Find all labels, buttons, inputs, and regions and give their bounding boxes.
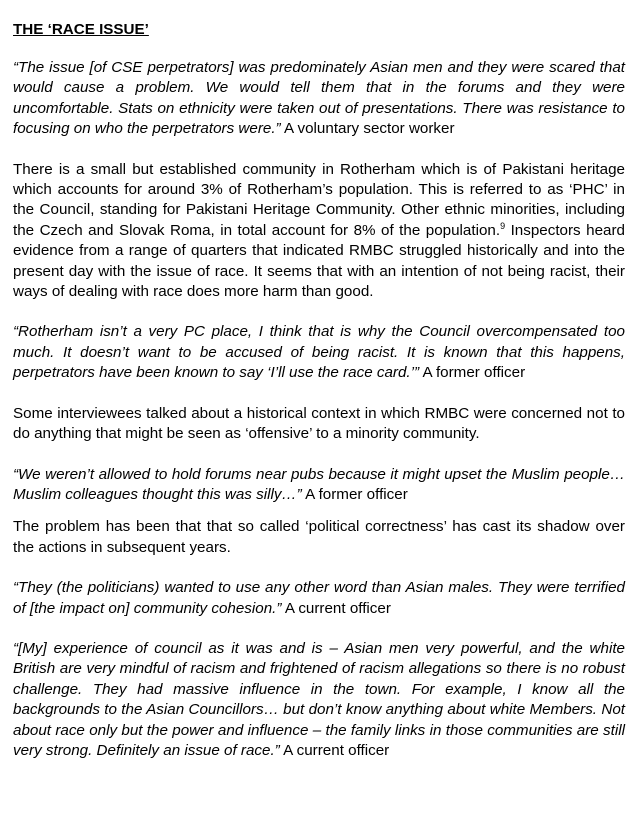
quote-attribution: A current officer xyxy=(279,741,390,759)
body-text: There is a small but established community in Rotherham which is of Pakistani heritage which accounts for around 3% of Rotherham’s population. This is referred to as ‘PHC’ in the Council, standing for Pakistani Heritage Community. Other ethnic minorities, including the Czech and Slovak Roma, in total account for 8% of the population. xyxy=(13,160,625,239)
quote-paragraph-current-officer-cohesion xyxy=(13,578,625,619)
quote-attribution: A former officer xyxy=(301,485,408,503)
quote-attribution: A voluntary sector worker xyxy=(280,120,455,138)
body-text: Some interviewees talked about a historical context in which RMBC were concerned not to do anything that might be seen as ‘offensive’ to a minority community. xyxy=(13,404,625,443)
quote-text: “Rotherham isn’t a very PC place, I think that is why the Council overcompensated too much. It doesn’t want to be accused of being racist. It is known that this happens, perpetrators have been known to say ‘I’ll use the race card.’” xyxy=(13,323,625,382)
body-text: The problem has been that that so called ‘political correctness’ has cast its shadow over the actions in subsequent years. xyxy=(13,518,625,556)
body-text: Inspectors heard evidence from a range of quarters that indicated RMBC struggled historically and into the present day with the issue of race. It seems that with an intention of not being racist, their ways of dealing with race does more harm than good. xyxy=(13,221,625,301)
body-paragraph-historical-context xyxy=(13,404,625,445)
quote-text: “The issue [of CSE perpetrators] was predominately Asian men and they were scared that would cause a problem. We would tell them that in the forums and they were uncomfortable. Stats on ethnicity were taken out of presentations. There was resistance to focusing on who the perpetrators were.” xyxy=(13,59,625,138)
body-paragraph-community xyxy=(13,160,625,303)
quote-attribution: A current officer xyxy=(281,599,391,617)
quote-text: “We weren’t allowed to hold forums near pubs because it might upset the Muslim people…Muslim colleagues thought this was silly…” xyxy=(13,465,625,503)
body-paragraph-political-correctness xyxy=(13,517,625,558)
footnote-marker[interactable]: 9 xyxy=(500,220,506,231)
section-heading: THE ‘RACE ISSUE’ xyxy=(13,21,149,38)
quote-paragraph-former-officer-pubs xyxy=(13,465,625,506)
quote-paragraph-current-officer-experience xyxy=(13,639,625,761)
quote-paragraph-former-officer-pc xyxy=(13,322,625,383)
quote-text: “They (the politicians) wanted to use any other word than Asian males. They were terrified of [the impact on] community cohesion.” xyxy=(13,579,625,617)
quote-paragraph-voluntary-worker xyxy=(13,58,625,140)
quote-attribution: A former officer xyxy=(419,364,526,382)
quote-text: “[My] experience of council as it was and is – Asian men very powerful, and the white British are very mindful of racism and frightened of racism allegations so there is no robust challenge. They had massive influence in the town. For example, I know all the backgrounds to the Asian Councillors… but don’t know anything about white Members. Not about race only but the power and influence – the family links in those communities are still very strong. Definitely an issue of race.” xyxy=(13,639,625,759)
